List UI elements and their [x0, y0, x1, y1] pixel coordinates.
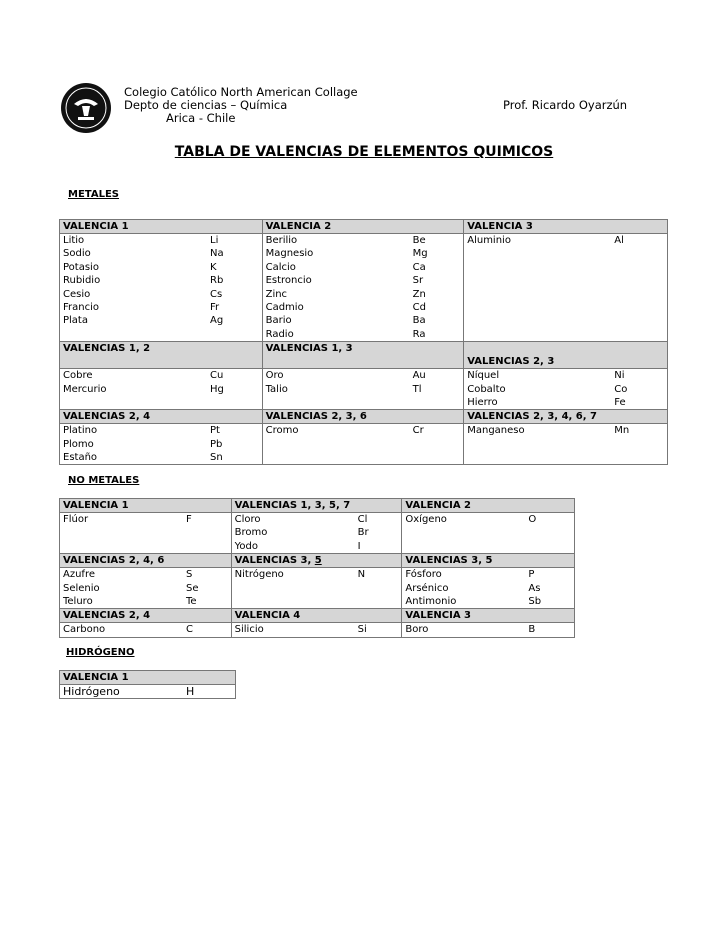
element-symbol: Li — [210, 235, 219, 246]
nometales-g3-header-2: VALENCIA 4 — [231, 609, 402, 623]
nometales-g1-header-1: VALENCIA 1 — [60, 499, 232, 513]
element-name: Litio — [63, 235, 85, 246]
element-symbol: Sr — [412, 275, 424, 287]
element-symbol: Pt — [210, 425, 220, 437]
nometales-g2-header-2: VALENCIAS 3, 5 — [231, 554, 402, 568]
city: Arica - Chile — [166, 111, 236, 125]
metales-g1-header-1: VALENCIA 1 — [60, 220, 263, 234]
element-symbol: Rb — [210, 275, 224, 287]
nometales-g1-header-3: VALENCIA 2 — [402, 499, 575, 513]
element-symbol: Ba — [412, 315, 426, 327]
nometales-g3-header-3: VALENCIA 3 — [402, 609, 575, 623]
teacher-name: Prof. Ricardo Oyarzún — [503, 98, 628, 112]
element-name: Estaño — [63, 452, 98, 464]
nometales-g1-header-2: VALENCIAS 1, 3, 5, 7 — [231, 499, 402, 513]
element-symbol: Na — [210, 248, 224, 260]
element-symbol: Tl — [412, 383, 422, 395]
element-name: Talio — [265, 383, 288, 395]
metales-g2-header-3: VALENCIAS 2, 3 — [464, 342, 668, 369]
element-symbol: Fe — [614, 396, 626, 408]
element-name: Silicio — [234, 624, 264, 636]
metales-g3-header-3: VALENCIAS 2, 3, 4, 6, 7 — [464, 410, 668, 424]
element-symbol: Co — [614, 383, 628, 395]
element-name: Cromo — [265, 425, 299, 437]
element-symbol: Ag — [210, 315, 224, 327]
hidrogeno-header: VALENCIA 1 — [60, 671, 236, 685]
element-symbol: Au — [412, 370, 426, 382]
element-name: Bromo — [234, 527, 268, 539]
element-name: Aluminio — [467, 235, 511, 246]
element-symbol: Ca — [412, 261, 426, 273]
element-name: Oxígeno — [405, 514, 447, 525]
element-name: Estroncio — [265, 275, 312, 287]
school-logo — [60, 82, 112, 134]
element-symbol: K — [210, 261, 217, 273]
element-symbol: Pb — [210, 438, 223, 450]
department: Depto de ciencias – Química — [124, 98, 288, 112]
element-symbol: B — [528, 624, 536, 636]
element-symbol: Cr — [412, 425, 424, 437]
element-symbol: P — [528, 569, 535, 581]
metales-g3-header-2: VALENCIAS 2, 3, 6 — [262, 410, 464, 424]
element-name: Plomo — [63, 438, 94, 450]
school-name: Colegio Católico North American Collage — [124, 85, 358, 99]
element-name: Hierro — [467, 396, 498, 408]
element-name: Nitrógeno — [234, 569, 284, 581]
element-name: Selenio — [63, 582, 100, 594]
element-symbol: Te — [186, 595, 197, 607]
element-symbol: N — [357, 569, 366, 581]
element-symbol: Mg — [412, 248, 428, 260]
metales-g1-header-3: VALENCIA 3 — [464, 220, 668, 234]
element-name: Flúor — [63, 514, 89, 525]
element-name: Cadmio — [265, 301, 304, 313]
element-symbol: I — [357, 540, 361, 552]
element-symbol: Fr — [210, 301, 220, 313]
element-symbol: Se — [186, 582, 199, 594]
element-name: Berilio — [265, 235, 298, 246]
section-hidrogeno-label: HIDRÓGENO — [66, 647, 135, 658]
element-name: Rubidio — [63, 275, 101, 287]
element-symbol: Zn — [412, 288, 426, 300]
element-symbol: Sn — [210, 452, 223, 464]
element-symbol: H — [186, 685, 195, 698]
element-symbol: Cs — [210, 288, 223, 300]
element-name: Oro — [265, 370, 284, 382]
element-symbol: Sb — [528, 595, 542, 607]
no-metales-table — [59, 498, 575, 638]
element-name: Teluro — [63, 595, 93, 607]
element-name: Cobalto — [467, 383, 506, 395]
element-name: Zinc — [265, 288, 288, 300]
nometales-g3-header-1: VALENCIAS 2, 4 — [60, 609, 232, 623]
element-name: Hidrógeno — [63, 685, 120, 698]
element-symbol: Al — [614, 235, 624, 246]
element-symbol: Si — [357, 624, 367, 636]
element-symbol: C — [186, 624, 193, 636]
element-name: Radio — [265, 328, 294, 340]
element-name: Manganeso — [467, 425, 525, 437]
element-name: Magnesio — [265, 248, 314, 260]
section-no-metales-label: NO METALES — [68, 475, 140, 486]
element-name: Antimonio — [405, 595, 457, 607]
element-name: Arsénico — [405, 582, 449, 594]
metales-g3-header-1: VALENCIAS 2, 4 — [60, 410, 263, 424]
element-name: Francio — [63, 301, 99, 313]
element-symbol: Mn — [614, 425, 630, 437]
element-name: Boro — [405, 624, 429, 636]
element-name: Carbono — [63, 624, 106, 636]
element-name: Sodio — [63, 248, 91, 260]
metales-g1-header-2: VALENCIA 2 — [262, 220, 464, 234]
element-name: Cesio — [63, 288, 91, 300]
element-symbol: S — [186, 569, 193, 581]
hidrogeno-table — [59, 670, 236, 699]
element-name: Azufre — [63, 569, 95, 581]
element-symbol: Be — [412, 235, 426, 246]
element-name: Platino — [63, 425, 98, 437]
element-name: Yodo — [234, 540, 259, 552]
element-symbol: Hg — [210, 383, 224, 395]
element-name: Calcio — [265, 261, 296, 273]
element-name: Mercurio — [63, 383, 107, 395]
element-symbol: O — [528, 514, 537, 525]
element-name: Cloro — [234, 514, 261, 525]
page-title: TABLA DE VALENCIAS DE ELEMENTOS QUIMICOS — [174, 144, 554, 160]
element-name: Potasio — [63, 261, 99, 273]
nometales-g2-header-1: VALENCIAS 2, 4, 6 — [60, 554, 232, 568]
metales-g2-header-2: VALENCIAS 1, 3 — [262, 342, 464, 369]
element-symbol: Ra — [412, 328, 426, 340]
element-symbol: Br — [357, 527, 369, 539]
element-symbol: As — [528, 582, 541, 594]
element-name: Fósforo — [405, 569, 442, 581]
element-name: Cobre — [63, 370, 93, 382]
nometales-g2-header-3: VALENCIAS 3, 5 — [402, 554, 575, 568]
element-symbol: F — [186, 514, 192, 525]
metales-table — [59, 219, 668, 465]
section-metales-label: METALES — [68, 189, 119, 200]
element-name: Bario — [265, 315, 292, 327]
element-name: Níquel — [467, 370, 500, 382]
valence-underlined: 5 — [314, 555, 322, 567]
element-symbol: Cd — [412, 301, 426, 313]
element-symbol: Ni — [614, 370, 625, 382]
element-name: Plata — [63, 315, 88, 327]
element-symbol: Cu — [210, 370, 224, 382]
element-symbol: Cl — [357, 514, 368, 525]
metales-g2-header-1: VALENCIAS 1, 2 — [60, 342, 263, 369]
